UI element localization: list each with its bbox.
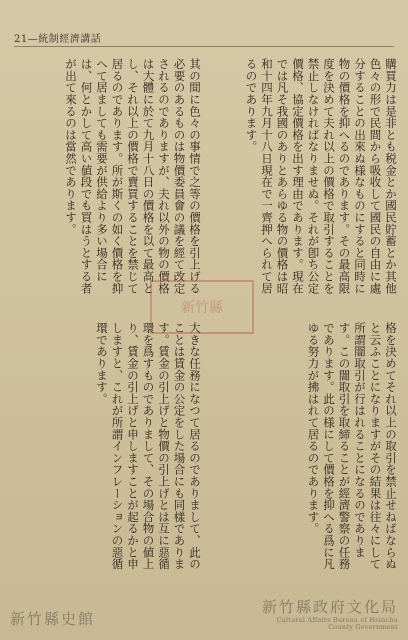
stamp-text: 新竹縣	[181, 300, 223, 316]
watermark-right-english-1: Cultural Affairs Bureau of Hsinchu	[276, 616, 398, 624]
library-stamp	[150, 280, 254, 334]
page-header: 21—統制經濟講話	[14, 34, 102, 45]
text-column-lower-right: 格を決めてそれ以上の取引を禁止せねばならぬと云ふことになりますがその結果は往々にして所謂闇取引が行はれることになるのであります。この闇取引を取締ることが經濟警察の任務であります。此の様にして價格を抑へる爲に凡ゆる努力が拂はれて居るのであります。	[306, 322, 398, 570]
watermark-right	[262, 596, 398, 631]
watermark-left: 新竹縣史館	[10, 610, 96, 628]
text-column-lower-left: 大きな任務になつて居るのでありまして、此のことは賃金の公定をした場合にも同樣であります。賃金の引上げと物價の引上げとは互に惡循環を爲すものでありまして、その場合物の値上り、賃金の引上げと申しますことが起るかと申しますと、これが所謂インフレーションの惡循環であります。	[95, 322, 202, 570]
header-rule	[14, 46, 394, 47]
watermark-right-chinese: 新竹縣政府文化局	[261, 598, 398, 616]
text-column-upper-left: 其の間に色々の事情で之等の價格を引上げる必要のあるものは物價委員會の議を經て改定されるのでありますが、夫れ以外の物の價格は大體に於て九月十八日の價格を以て最高とし、それ以上の價格で賣買することを禁じて居るのであります。所が斯くの如く價格を抑へて居ましても需要が供給より多い場合には、何とかして高い値段でも買はうとする者が出て來るのは當然であります。	[64, 58, 202, 294]
text-column-upper-right: 購買力は是非とも税金とか國民貯蓄とか其他色々の形で民間から吸收して國民の自由に處分することの出來ぬ様なものにすると同時に物の價格を抑へるのであります。その最高限度を決めて夫れ以上の價格で取引することを禁止しなければなりませぬ。それが卽ち公定價格、協定價格を出す理由であります。現在では凡そ我國のありとあらゆる物の價格は昭和十四年九月十八日現在で一齊押へられて居るのであります。	[244, 58, 398, 294]
watermark-right-english-2: County Government	[328, 623, 398, 631]
